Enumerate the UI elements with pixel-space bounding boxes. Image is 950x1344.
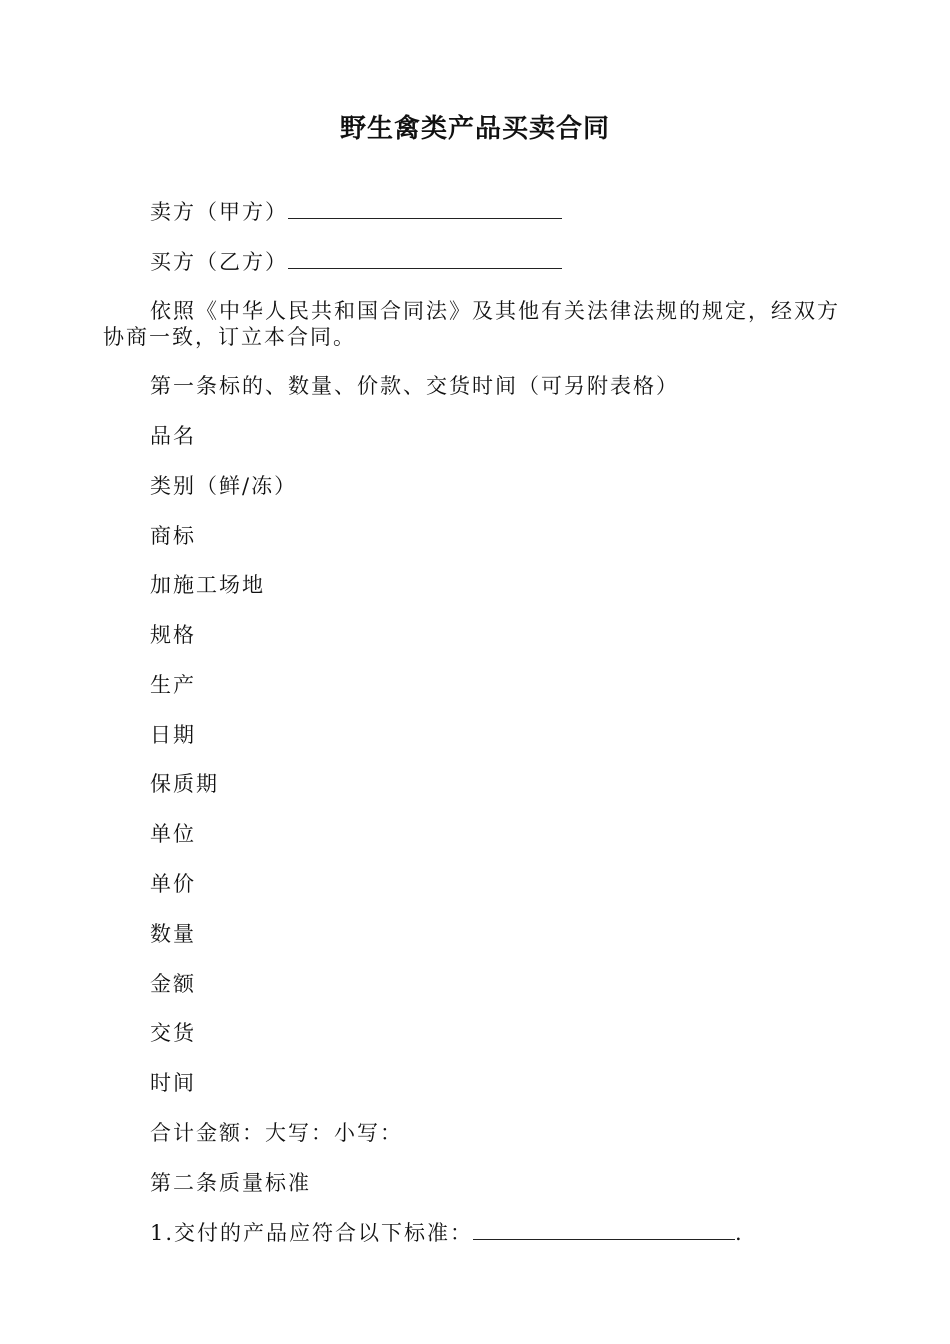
field-item: 商标 [150,524,196,548]
field-item: 单价 [150,872,196,896]
seller-line [150,199,562,225]
field-item: 数量 [150,922,196,946]
seller-blank[interactable] [288,200,562,219]
article1-heading: 第一条标的、数量、价款、交货时间（可另附表格） [150,374,679,398]
field-item: 品名 [150,424,196,448]
quality-standard-end: . [735,1221,744,1245]
field-item: 类别（鲜/冻） [150,474,298,498]
seller-label: 卖方（甲方） [150,200,288,224]
total-amount-line: 合计金额：大写：小写： [150,1121,403,1145]
document-title: 野生禽类产品买卖合同 [339,114,610,144]
buyer-label: 买方（乙方） [150,250,288,274]
buyer-line [150,249,562,275]
field-item: 交货 [150,1021,196,1045]
buyer-blank[interactable] [288,250,562,269]
field-item: 规格 [150,623,196,647]
quality-standard-line [150,1220,744,1246]
field-item: 日期 [150,723,196,747]
article2-heading: 第二条质量标准 [150,1171,311,1195]
quality-standard-label: 1.交付的产品应符合以下标准： [150,1221,474,1245]
field-item: 单位 [150,822,196,846]
field-item: 金额 [150,972,196,996]
field-item: 保质期 [150,772,219,796]
quality-standard-blank[interactable] [473,1221,735,1240]
field-item: 生产 [150,673,196,697]
field-item: 时间 [150,1071,196,1095]
field-item: 加施工场地 [150,573,265,597]
intro-paragraph: 依照《中华人民共和国合同法》及其他有关法律法规的规定，经双方协商一致，订立本合同。 [103,299,840,349]
